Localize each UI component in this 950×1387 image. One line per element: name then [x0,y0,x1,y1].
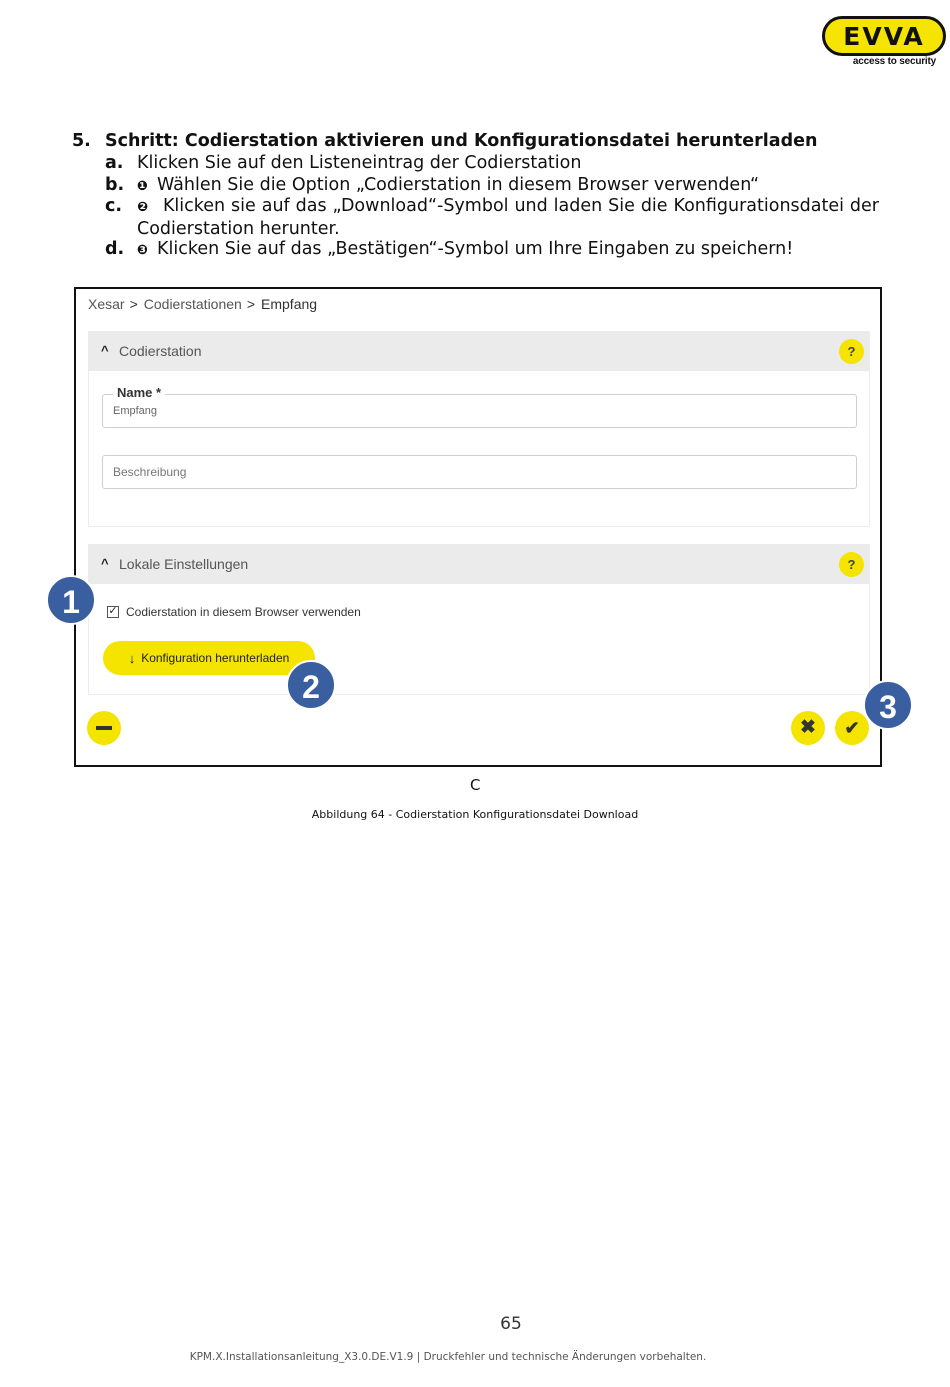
chevron-up-icon[interactable]: ^ [101,556,109,571]
cancel-button[interactable] [791,711,825,745]
instruction-text-content: Klicken sie auf das „Download“-Symbol und laden Sie die Konfigurationsdatei der Codierstation herunter. [137,196,879,239]
use-browser-checkbox[interactable]: ✓ [108,605,118,617]
evva-logo-tagline: access to security [852,56,936,67]
instruction-text-content: Wählen Sie die Option „Codierstation in diesem Browser verwenden“ [157,175,760,195]
screenshot-frame [74,287,882,767]
evva-logo-word: EVVA [843,21,925,51]
callout-2: 2 [286,660,336,710]
description-placeholder: Beschreibung [113,465,187,479]
breadcrumb-item-codierstationen[interactable]: Codierstationen [143,296,242,312]
instruction-letter: c. [105,196,123,216]
callout-3: 3 [863,680,913,730]
breadcrumb-item-xesar[interactable]: Xesar [88,296,125,312]
checkmark-icon: ✔ [844,718,860,738]
instruction-text [137,239,879,262]
confirm-button[interactable] [835,711,869,745]
instruction-text [137,175,879,198]
figure-caption: Abbildung 64 - Codierstation Konfigurationsdatei Download [311,808,639,821]
close-icon: ✖ [800,717,816,738]
delete-button[interactable] [87,711,121,745]
name-field-value: Empfang [113,405,158,417]
chevron-up-icon[interactable]: ^ [101,343,109,358]
use-browser-checkbox-label[interactable]: Codierstation in diesem Browser verwenden [126,605,361,619]
download-config-button[interactable] [103,641,315,675]
marker-2-icon: ❷ [137,200,149,215]
section-header-lokale-einstellungen[interactable] [89,545,869,584]
name-field-label: Name * [113,385,165,400]
page-footer: KPM.X.Installationsanleitung_X3.0.DE.V1.9 | Druckfehler und technische Änderungen vorbehalten. [189,1351,707,1363]
name-field[interactable] [102,385,857,428]
breadcrumb-separator: > [129,296,138,312]
download-arrow-icon: ↓ [128,650,136,666]
evva-logo-badge [822,16,946,56]
instruction-letter: a. [105,153,124,173]
callout-1: 1 [46,575,96,625]
section-header-codierstation[interactable] [89,332,869,371]
instruction-text [137,196,879,240]
help-icon[interactable]: ? [839,339,864,364]
marker-3-icon: ❸ [137,243,149,258]
step-number: 5. [72,131,91,151]
instruction-letter: d. [105,239,125,259]
section-codierstation [88,331,870,527]
section-title: Lokale Einstellungen [119,556,249,572]
step-title: Schritt: Codierstation aktivieren und Konfigurationsdatei herunterladen [105,131,818,151]
help-icon[interactable]: ? [839,552,864,577]
step-heading [72,131,817,151]
download-config-label: Konfiguration herunterladen [141,651,290,665]
page-number: 65 [500,1314,522,1334]
description-field[interactable] [102,455,857,489]
instruction-text [137,153,879,175]
instruction-text-content: Klicken Sie auf den Listeneintrag der Codierstation [137,153,582,173]
stray-letter: C [470,776,481,794]
marker-1-icon: ❶ [137,179,149,194]
evva-logo [822,16,946,72]
breadcrumb-separator: > [246,296,256,312]
instruction-text-content: Klicken Sie auf das „Bestätigen“-Symbol um Ihre Eingaben zu speichern! [157,239,794,259]
breadcrumb [88,296,322,312]
section-lokale-einstellungen [88,544,870,695]
breadcrumb-item-empfang: Empfang [261,296,318,312]
section-title: Codierstation [119,343,202,359]
instruction-letter: b. [105,175,125,195]
minus-icon [96,726,112,730]
